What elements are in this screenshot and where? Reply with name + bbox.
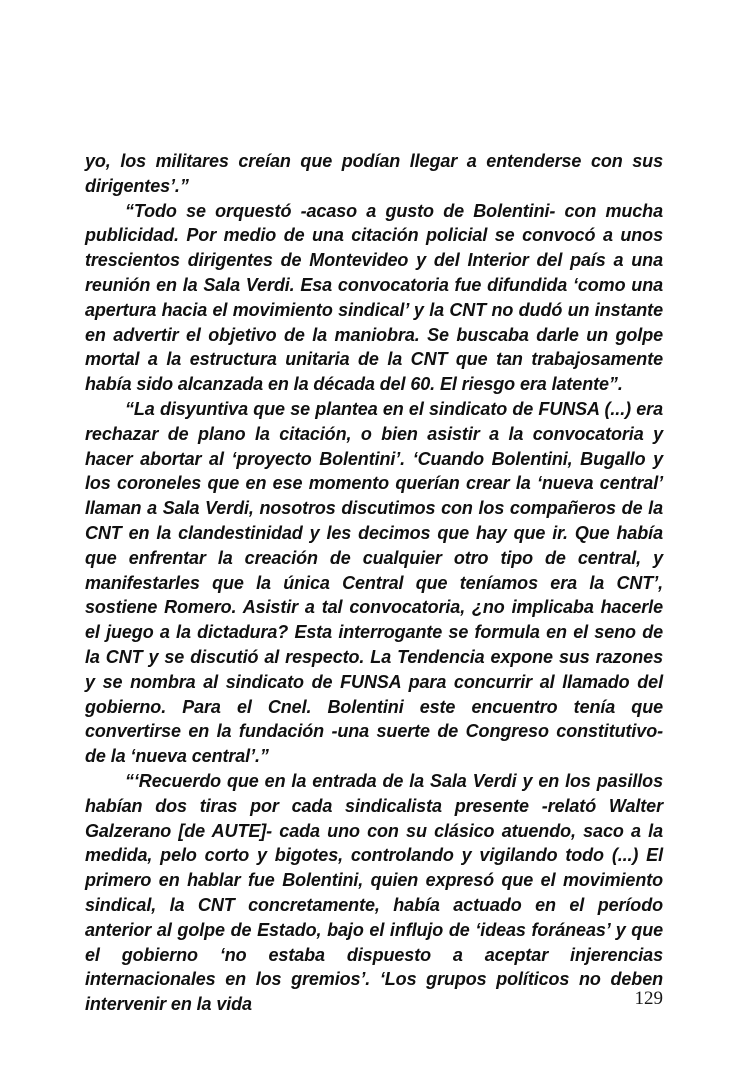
body-text	[85, 149, 663, 1017]
paragraph-3: “La disyuntiva que se plantea en el sindicato de FUNSA (...) era rechazar de plano la citación, o bien asistir a la convocatoria y hacer abortar al ‘proyecto Bolentini’. ‘Cuando Bolentini, Bugallo y los coroneles que en ese momento querían crear la ‘nueva central’ llaman a Sala Verdi, nosotros discutimos con los compañeros de la CNT en la clandestinidad y les decimos que hay que ir. Que había que enfrentar la creación de cualquier otro tipo de central, y manifestarles que la única Central que teníamos era la CNT’, sostiene Romero. Asistir a tal convocatoria, ¿no implicaba hacerle el juego a la dictadura? Esta interrogante se formula en el seno de la CNT y se discutió al respecto. La Tendencia expone sus razones y se nombra al sindicato de FUNSA para concurrir al llamado del gobierno. Para el Cnel. Bolentini este encuentro tenía que convertirse en la fundación -una suerte de Congreso constitutivo- de la ‘nueva central’.”	[85, 398, 663, 767]
paragraph-4: “‘Recuerdo que en la entrada de la Sala Verdi y en los pasillos habían dos tiras por cada sindicalista presente -relató Walter Galzerano [de AUTE]- cada uno con su clásico atuendo, saco a la medida, pelo corto y bigotes, controlando y vigilando todo (...) El primero en hablar fue Bolentini, quien expresó que el movimiento sindical, la CNT concretamente, había actuado en el período anterior al golpe de Estado, bajo el influjo de ‘ideas foráneas’ y que el gobierno ‘no estaba dispuesto a aceptar injerencias internacionales en los gremios’. ‘Los grupos políticos no deben intervenir en la vida	[85, 770, 663, 1015]
page-number: 129	[634, 988, 663, 1009]
paragraph-1: yo, los militares creían que podían llegar a entenderse con sus dirigentes’.”	[85, 151, 663, 196]
paragraph-2: “Todo se orquestó -acaso a gusto de Bolentini- con mucha publicidad. Por medio de una citación policial se convocó a unos trescientos dirigentes de Montevideo y del Interior del país a una reunión en la Sala Verdi. Esa convocatoria fue difundida ‘como una apertura hacia el movimiento sindical’ y la CNT no dudó un instante en advertir el objetivo de la maniobra. Se buscaba darle un golpe mortal a la estructura unitaria de la CNT que tan trabajosamente había sido alcanzada en la década del 60. El riesgo era latente”.	[85, 200, 663, 395]
